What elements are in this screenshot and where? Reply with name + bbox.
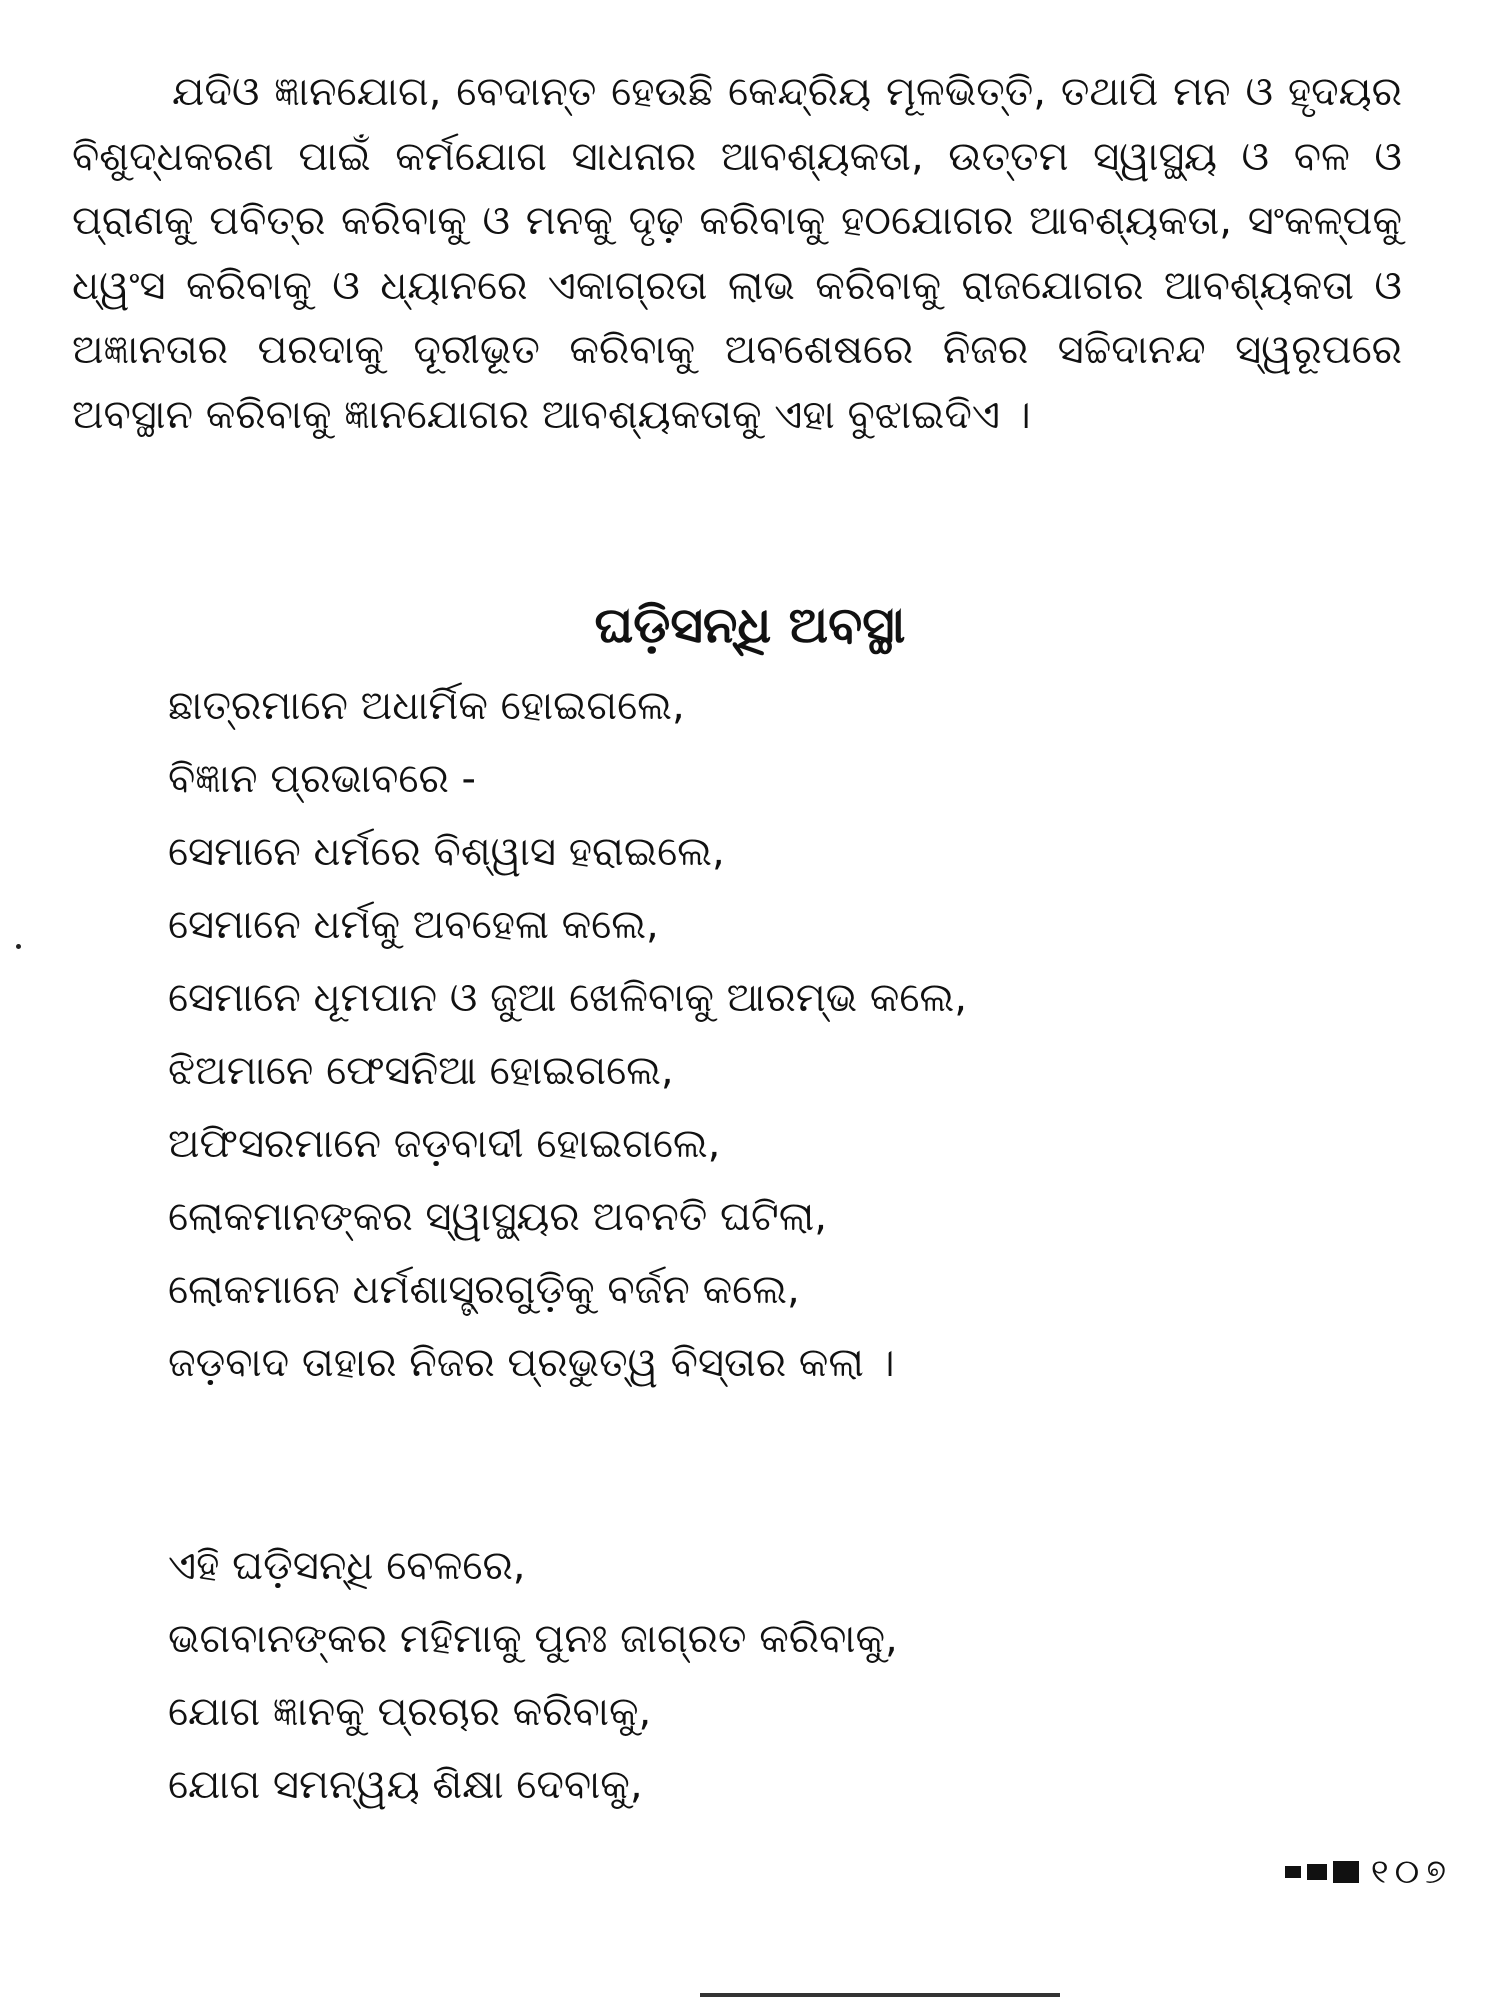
verse-line: ବିଜ୍ଞାନ ପ୍ରଭାବରେ - [168, 756, 476, 802]
verse-stanza-2 [168, 1530, 898, 1822]
verse-line: ସେମାନେ ଧୂମପାନ ଓ ଜୁଆ ଖେଳିବାକୁ ଆରମ୍ଭ କଲେ, [168, 975, 967, 1021]
footer-square-icon [1333, 1861, 1359, 1883]
page-number: ୧୦୭ [1370, 1852, 1452, 1892]
footer-square-icon [1285, 1866, 1301, 1878]
scan-edge-line [700, 1993, 1060, 1997]
verse-line: ଭଗବାନଙ୍କର ମହିମାକୁ ପୁନଃ ଜାଗ୍ରତ କରିବାକୁ, [168, 1616, 898, 1662]
verse-line: ସେମାନେ ଧର୍ମକୁ ଅବହେଳା କଲେ, [168, 902, 659, 948]
verse-line: ଛାତ୍ରମାନେ ଅଧାର୍ମିକ ହୋଇଗଲେ, [168, 683, 685, 729]
verse-line: ଜଡ଼ବାଦ ତାହାର ନିଜର ପ୍ରଭୁତ୍ୱ ବିସ୍ତାର କଲା । [168, 1340, 895, 1386]
body-paragraph: ଯଦିଓ ଜ୍ଞାନଯୋଗ, ବେଦାନ୍ତ ହେଉଛି କେନ୍ଦ୍ରିୟ ମୂଳଭିତ୍ତି, ତଥାପି ମନ ଓ ହୃଦୟର ବିଶୁଦ୍ଧକରଣ ପାଇଁ କର୍ମଯୋଗ ସାଧନାର ଆବଶ୍ୟକତା, ଉତ୍ତମ ସ୍ୱାସ୍ଥ୍ୟ ଓ ବଳ ଓ ପ୍ରାଣକୁ ପବିତ୍ର କରିବାକୁ ଓ ମନକୁ ଦୃଢ଼ କରିବାକୁ ହଠଯୋଗର ଆବଶ୍ୟକତା, ସଂକଳ୍ପକୁ ଧ୍ୱଂସ କରିବାକୁ ଓ ଧ୍ୟାନରେ ଏକାଗ୍ରତା ଲାଭ କରିବାକୁ ରାଜଯୋଗର ଆବଶ୍ୟକତା ଓ ଅଜ୍ଞାନତାର ପରଦାକୁ ଦୂରୀଭୂତ କରିବାକୁ ଅବଶେଷରେ ନିଜର ସଚ୍ଚିଦାନନ୍ଦ ସ୍ୱରୂପରେ ଅବସ୍ଥାନ କରିବାକୁ ଜ୍ଞାନଯୋଗର ଆବଶ୍ୟକତାକୁ ଏହା ବୁଝାଇଦିଏ । [72, 69, 1402, 438]
verse-line: ଅଫିସରମାନେ ଜଡ଼ବାଦୀ ହୋଇଗଲେ, [168, 1121, 721, 1167]
verse-line: ସେମାନେ ଧର୍ମରେ ବିଶ୍ୱାସ ହରାଇଲେ, [168, 829, 725, 875]
verse-line: ଲୋକମାନେ ଧର୍ମଶାସ୍ତ୍ରଗୁଡ଼ିକୁ ବର୍ଜନ କଲେ, [168, 1267, 800, 1313]
section-heading: ଘଡ଼ିସନ୍ଧି ଅବସ୍ଥା [594, 596, 906, 654]
verse-line: ଯୋଗ ଜ୍ଞାନକୁ ପ୍ରଚାର କରିବାକୁ, [168, 1689, 652, 1735]
verse-line: ଏହି ଘଡ଼ିସନ୍ଧି ବେଳରେ, [168, 1543, 526, 1589]
footer-square-icon [1307, 1864, 1327, 1880]
scan-speck [16, 944, 21, 949]
page-footer [1285, 1852, 1452, 1892]
verse-line: ଝିଅମାନେ ଫେସନିଆ ହୋଇଗଲେ, [168, 1048, 674, 1094]
verse-line: ଯୋଗ ସମନ୍ୱୟ ଶିକ୍ଷା ଦେବାକୁ, [168, 1762, 643, 1808]
verse-stanza-1 [168, 670, 967, 1400]
verse-line: ଲୋକମାନଙ୍କର ସ୍ୱାସ୍ଥ୍ୟର ଅବନତି ଘଟିଲା, [168, 1194, 827, 1240]
